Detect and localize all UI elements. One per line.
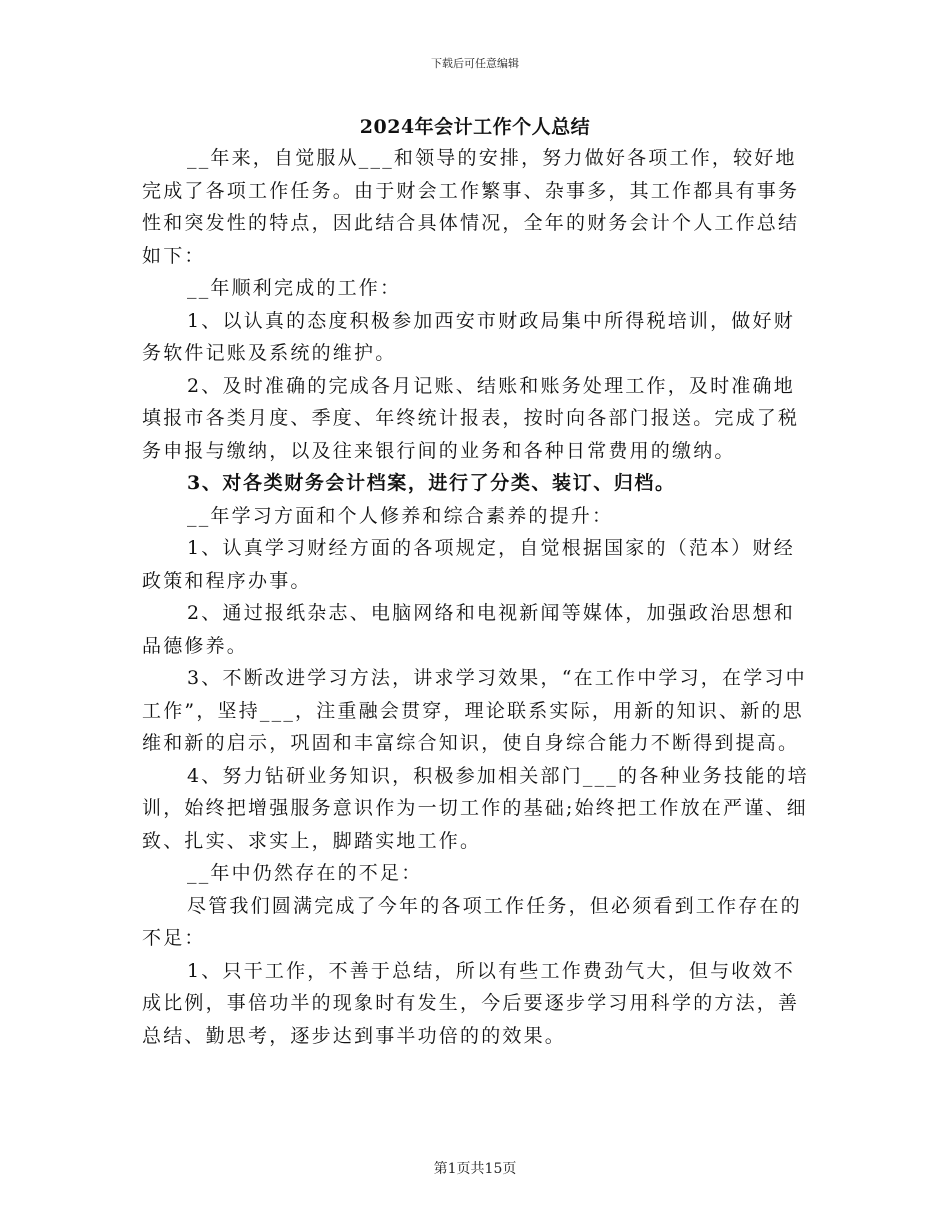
paragraph-learning-item-3: 3、不断改进学习方法，讲求学习效果，“在工作中学习，在学习中工作”，坚持___，注重融会贯穿，理论联系实际，用新的知识、新的思维和新的启示，巩固和丰富综合知识，使自身综合能力不断得到提高。 — [142, 667, 807, 754]
section-heading-shortcomings: __年中仍然存在的不足： — [187, 862, 423, 884]
document-title: 2024年会计工作个人总结 — [359, 116, 591, 138]
paragraph-learning-item-4: 4、努力钻研业务知识，积极参加相关部门___的各种业务技能的培训，始终把增强服务意识作为一切工作的基础;始终把工作放在严谨、细致、扎实、求实上，脚踏实地工作。 — [142, 764, 809, 852]
paragraph-shortcomings-intro: 尽管我们圆满完成了今年的各项工作任务，但必须看到工作存在的不足： — [142, 894, 802, 949]
paragraph-completed-item-2: 2、及时准确的完成各月记账、结账和账务处理工作，及时准确地填报市各类月度、季度、年终统计报表，按时向各部门报送。完成了税务申报与缴纳，以及往来银行间的业务和各种日常费用的缴纳。 — [142, 374, 800, 462]
page-number: 第1页共15页 — [433, 1161, 517, 1177]
paragraph-learning-item-2: 2、通过报纸杂志、电脑网络和电视新闻等媒体，加强政治思想和品德修养。 — [142, 602, 795, 657]
paragraph-shortcomings-item-1: 1、只干工作，不善于总结，所以有些工作费劲气大，但与收效不成比例，事倍功半的现象时有发生，今后要逐步学习用科学的方法，善总结、勤思考，逐步达到事半功倍的的效果。 — [142, 959, 800, 1047]
section-heading-learning: __年学习方面和个人修养和综合素养的提升： — [187, 504, 614, 527]
document-body — [142, 142, 812, 1052]
paragraph-intro: __年来，自觉服从___和领导的安排，努力做好各项工作，较好地完成了各项工作任务。由于财会工作繁事、杂事多，其工作都具有事务性和突发性的特点，因此结合具体情况，全年的财务会计个人工作总结如下： — [142, 147, 800, 267]
paragraph-learning-item-1: 1、认真学习财经方面的各项规定，自觉根据国家的（范本）财经政策和程序办事。 — [142, 537, 795, 592]
section-heading-completed-work: __年顺利完成的工作： — [187, 277, 402, 299]
paragraph-completed-item-3: 3、对各类财务会计档案，进行了分类、装订、归档。 — [187, 472, 676, 494]
paragraph-completed-item-1: 1、以认真的态度积极参加西安市财政局集中所得税培训，做好财务软件记账及系统的维护。 — [142, 309, 795, 364]
page-header-note: 下载后可任意编辑 — [431, 57, 519, 70]
